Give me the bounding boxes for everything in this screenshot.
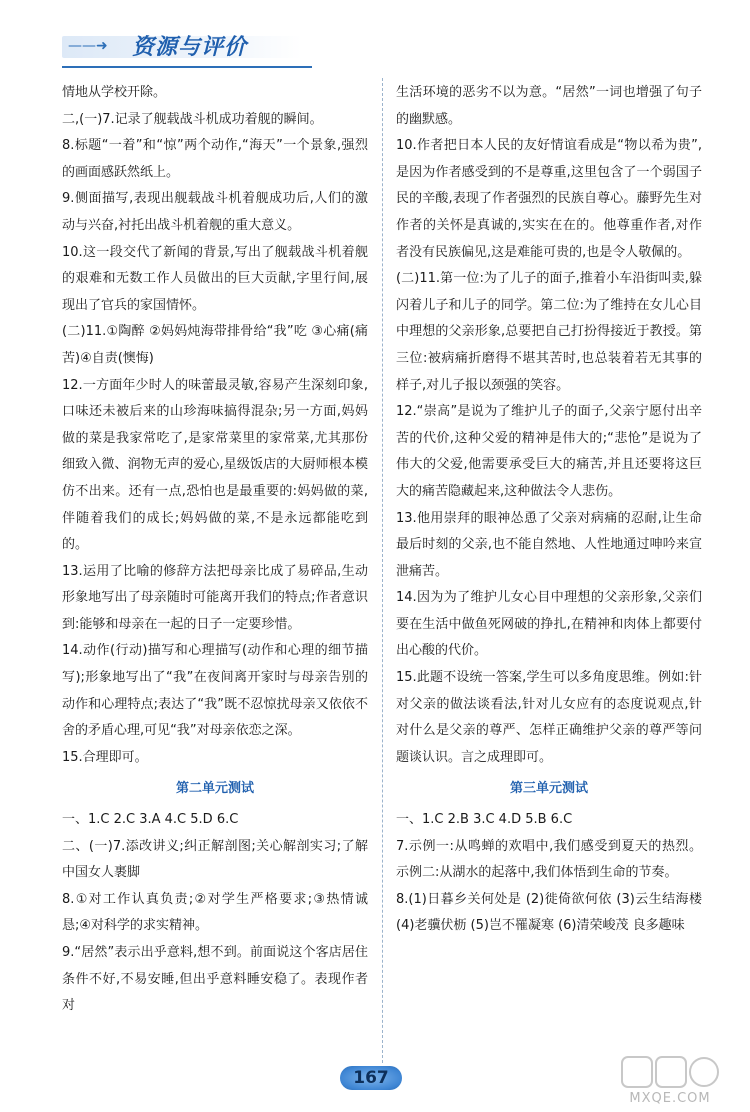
arrow-icon: ——➜ — [68, 38, 108, 54]
answer-entry: 一、1.C 2.C 3.A 4.C 5.D 6.C — [62, 812, 239, 828]
answer-entry: 13.他用崇拜的眼神怂恿了父亲对病痛的忍耐,让生命最后时刻的父亲,也不能自然地、人性地通过呻吟来宣泄痛苦。 — [396, 510, 702, 579]
answer-entry: 生活环境的恶劣不以为意。“居然”一词也增强了句子的幽默感。 — [396, 85, 702, 127]
answer-entry: 10.这一段交代了新闻的背景,写出了舰载战斗机着舰的艰难和无数工作人员做出的巨大贡献,字里行间,展现出了官兵的家国情怀。 — [62, 244, 368, 313]
header-underline — [62, 66, 312, 68]
answer-entry: 14.因为为了维护儿女心目中理想的父亲形象,父亲们要在生活中做鱼死网破的挣扎,在精神和肉体上都要付出心酸的代价。 — [396, 590, 702, 659]
right-column — [396, 80, 702, 940]
answer-entry: 二、(一)7.添改讲义;纠正解剖图;关心解剖实习;了解中国女人裹脚 — [62, 838, 368, 881]
answer-entry: 13.运用了比喻的修辞方法把母亲比成了易碎品,生动形象地写出了母亲随时可能离开我们的特点;作者意识到:能够和母亲在一起的日子一定要珍惜。 — [62, 563, 368, 632]
answer-entry: 15.合理即可。 — [62, 749, 148, 765]
answer-entry: 14.动作(行动)描写和心理描写(动作和心理的细节描写);形象地写出了“我”在夜间离开家时与母亲告别的动作和心理特点;表达了“我”既不忍惊扰母亲又依依不舍的矛盾心理,可见“我”对母亲依恋之深。 — [62, 643, 368, 739]
header-title: 资源与评价 — [132, 35, 248, 60]
left-column — [62, 80, 368, 1020]
answer-entry: 9.侧面描写,表现出舰载战斗机着舰成功后,人们的激动与兴奋,衬托出战斗机着舰的重大意义。 — [62, 191, 368, 233]
answer-entry: 8.①对工作认真负责;②对学生严格要求;③热情诚恳;④对科学的求实精神。 — [62, 891, 368, 934]
watermark-text: MXQE.COM — [629, 1091, 711, 1106]
page-header — [62, 28, 322, 70]
page-number-badge — [340, 1064, 410, 1094]
watermark-logo-icon — [620, 1055, 720, 1089]
answer-entry: 8.标题“一着”和“惊”两个动作,“海天”一个景象,强烈的画面感跃然纸上。 — [62, 138, 368, 180]
answer-entry: (二)11.①陶醉 ②妈妈炖海带排骨给“我”吃 ③心痛(痛苦)④自责(懊悔) — [62, 324, 368, 366]
answer-entry: 一、1.C 2.B 3.C 4.D 5.B 6.C — [396, 812, 573, 828]
section-title: 第二单元测试 — [175, 781, 254, 797]
column-divider — [382, 78, 383, 1063]
watermark — [600, 1055, 740, 1110]
answer-entry: 15.此题不设统一答案,学生可以多角度思维。例如:针对父亲的做法谈看法,针对儿女应有的态度说观点,针对什么是父亲的尊严、怎样正确维护父亲的尊严等问题谈认识。言之成理即可。 — [396, 670, 702, 765]
answer-entry: (二)11.第一位:为了儿子的面子,推着小车沿街叫卖,躲闪着儿子和儿子的同学。第二位:为了维持在女儿心目中理想的父亲形象,总要把自己打扮得接近于教授。第三位:被病痛折磨得不堪其苦时,也总装着若无其事的样子,对儿子报以颈强的笑容。 — [396, 271, 702, 393]
section-title: 第三单元测试 — [509, 781, 588, 797]
answer-entry: 12.“崇高”是说为了维护儿子的面子,父亲宁愿付出辛苦的代价,这种父爱的精神是伟大的;“悲怆”是说为了伟大的父爱,他需要承受巨大的痛苦,并且还要将这巨大的痛苦隐藏起来,这种做法令人悲伤。 — [396, 404, 702, 499]
answer-entry: 7.示例一:从鸣蝉的欢唱中,我们感受到夏天的热烈。示例二:从湖水的起落中,我们体悟到生命的节奏。 — [396, 838, 702, 881]
answer-entry: 二,(一)7.记录了舰载战斗机成功着舰的瞬间。 — [62, 111, 323, 127]
answer-entry: 情地从学校开除。 — [62, 85, 167, 100]
answer-entry: 9.“居然”表示出乎意料,想不到。前面说这个客店居住条件不好,不易安睡,但出乎意料睡安稳了。表现作者对 — [62, 945, 368, 1014]
page-number: 167 — [353, 1068, 389, 1088]
answer-entry: 10.作者把日本人民的友好情谊看成是“物以希为贵”,是因为作者感受到的不是尊重,这里包含了一个弱国子民的辛酸,表现了作者强烈的民族自尊心。藤野先生对作者的关怀是真诚的,实实在在的。他尊重作者,对作者没有民族偏见,这是难能可贵的,也是令人敬佩的。 — [396, 138, 702, 260]
answer-entry: 12.一方面年少时人的味蕾最灵敏,容易产生深刻印象,口味还未被后来的山珍海味搞得混杂;另一方面,妈妈做的菜是我家常吃了,是家常菜里的家常菜,尤其那份细致入微、润物无声的爱心,星级饭店的大厨师根本模仿不出来。还有一点,恐怕也是最重要的:妈妈做的菜,伴随着我们的成长;妈妈做的菜,不是永远都能吃到的。 — [62, 377, 368, 553]
answer-entry: 8.(1)日暮乡关何处是 (2)徙倚欲何依 (3)云生结海楼 (4)老骥伏枥 (5)岂不罹凝寒 (6)清荣峻茂 良多趣味 — [396, 891, 702, 934]
